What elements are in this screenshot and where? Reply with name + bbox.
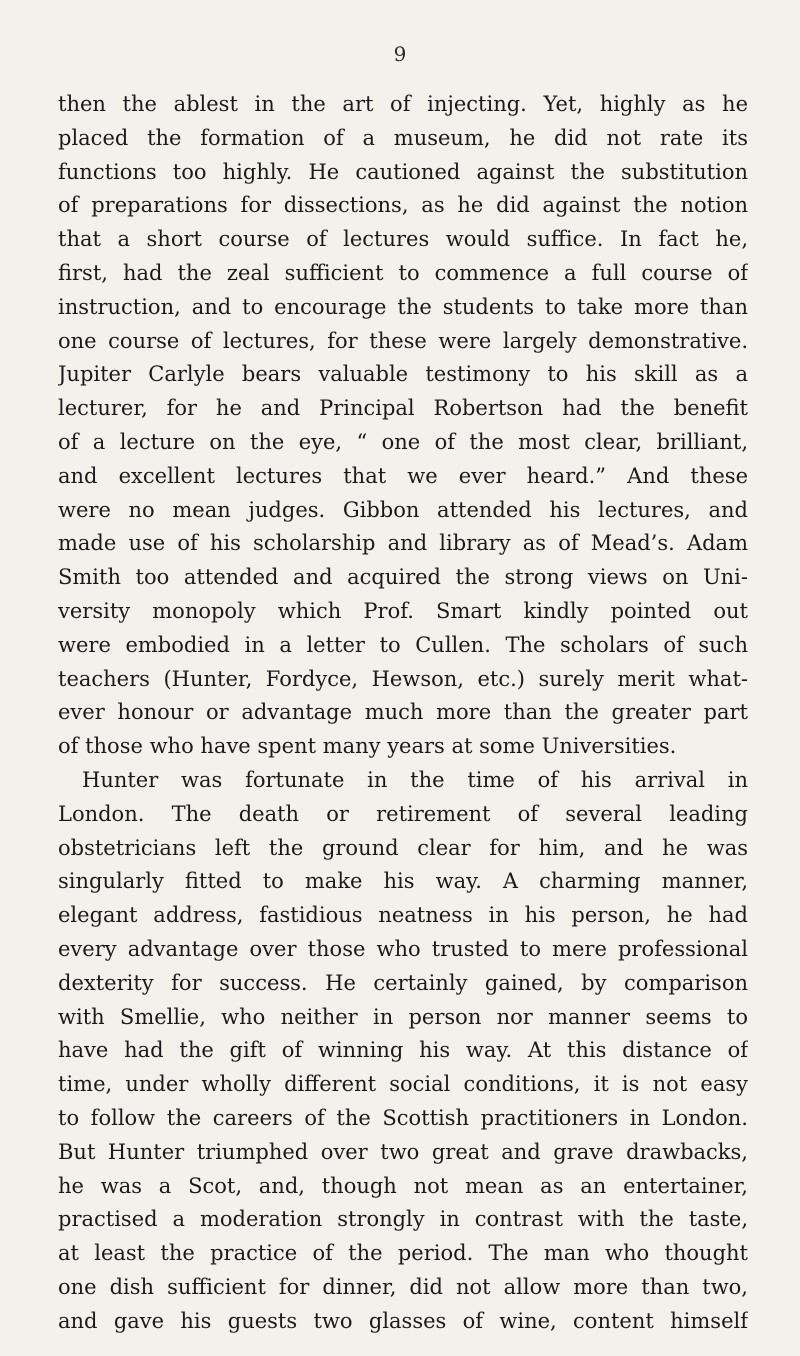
text-line: versity monopoly which Prof. Smart kindly pointed out [58,598,748,623]
text-line: to follow the careers of the Scottish practitioners in London. [58,1105,748,1130]
text-line: with Smellie, who neither in person nor manner seems to [58,1004,748,1029]
text-line: lecturer, for he and Principal Robertson had the benefit [58,396,748,421]
text-line: Smith too attended and acquired the strong views on Uni- [58,565,748,590]
text-line: dexterity for success. He certainly gained, by comparison [58,970,748,995]
text-line: ever honour or advantage much more than the greater part [58,700,748,725]
text-line: one dish sufficient for dinner, did not allow more than two, [58,1274,748,1299]
text-line: then the ablest in the art of injecting. Yet, highly as he [58,92,748,116]
text-line: practised a moderation strongly in contrast with the taste, [58,1207,748,1232]
text-line: at least the practice of the period. The man who thought [58,1241,748,1266]
text-line: every advantage over those who trusted to mere professional [58,936,748,961]
text-line: Jupiter Carlyle bears valuable testimony to his skill as a [58,362,748,387]
text-line: singularly fitted to make his way. A charming manner, [58,869,748,894]
text-line: were no mean judges. Gibbon attended his lectures, and [58,497,748,522]
text-line: of a lecture on the eye, “ one of the most clear, brilliant, [58,429,748,454]
text-line: were embodied in a letter to Cullen. The scholars of such [58,632,748,657]
text-line: London. The death or retirement of several leading [58,801,748,826]
text-line: placed the formation of a museum, he did not rate its [58,125,748,150]
text-line: Hunter was fortunate in the time of his arrival in [82,767,748,792]
text-line: instruction, and to encourage the students to take more than [58,294,748,319]
text-line: and gave his guests two glasses of wine, content himself [58,1308,748,1333]
text-line: that a short course of lectures would suffice. In fact he, [58,227,748,252]
text-line: obstetricians left the ground clear for him, and he was [58,835,748,860]
text-line: and excellent lectures that we ever heard.” And these [58,463,748,488]
text-line: teachers (Hunter, Fordyce, Hewson, etc.) surely merit what- [58,666,748,691]
text-line: one course of lectures, for these were largely demonstrative. [58,328,748,353]
text-line: functions too highly. He cautioned against the substitution [58,159,748,184]
text-line: of preparations for dissections, as he did against the notion [58,193,748,218]
page-number: 9 [393,42,407,66]
text-line: time, under wholly different social conditions, it is not easy [58,1072,748,1097]
body-text [58,88,748,1338]
text-line: first, had the zeal sufficient to commence a full course of [58,260,748,285]
text-line: made use of his scholarship and library as of Mead’s. Adam [58,531,748,556]
text-line: have had the gift of winning his way. At this distance of [58,1038,748,1063]
text-line: But Hunter triumphed over two great and grave drawbacks, [58,1139,748,1164]
text-line: elegant address, fastidious neatness in his person, he had [58,903,748,928]
text-line: of those who have spent many years at some Universities. [58,734,677,759]
text-line: he was a Scot, and, though not mean as an entertainer, [58,1173,748,1198]
